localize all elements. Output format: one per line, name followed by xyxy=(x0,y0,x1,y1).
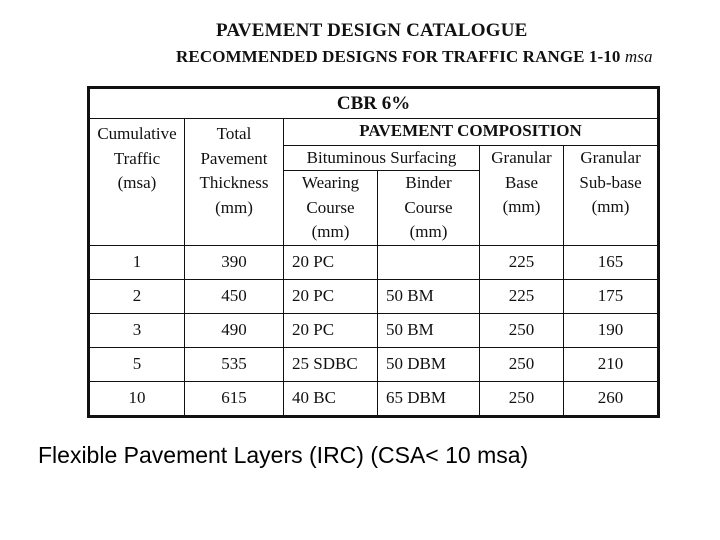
base-cell: 250 xyxy=(480,313,564,347)
subtitle-unit: msa xyxy=(624,47,653,66)
traffic-cell: 3 xyxy=(89,313,185,347)
header-line: Pavement xyxy=(200,148,268,168)
granular-base-header xyxy=(480,146,564,246)
header-line: (msa) xyxy=(117,173,157,192)
bituminous-surfacing-header: Bituminous Surfacing xyxy=(284,146,480,171)
subbase-cell: 260 xyxy=(564,381,659,416)
header-line: Granular xyxy=(491,148,552,167)
header-line: Base xyxy=(504,172,539,192)
subbase-cell: 175 xyxy=(564,279,659,313)
subtitle-text: RECOMMENDED DESIGNS FOR TRAFFIC RANGE 1-10 xyxy=(176,47,621,66)
catalogue-subtitle xyxy=(176,47,653,67)
total-thickness-header xyxy=(185,119,284,246)
granular-subbase-header xyxy=(564,146,659,246)
pavement-composition-header: PAVEMENT COMPOSITION xyxy=(284,119,659,146)
binder-course-header xyxy=(378,171,480,246)
thickness-cell: 535 xyxy=(185,347,284,381)
subbase-cell: 210 xyxy=(564,347,659,381)
wearing-cell: 20 PC xyxy=(284,279,378,313)
thickness-cell: 390 xyxy=(185,245,284,279)
header-line: (mm) xyxy=(591,197,630,216)
traffic-cell: 5 xyxy=(89,347,185,381)
traffic-cell: 2 xyxy=(89,279,185,313)
table-row xyxy=(89,347,659,381)
slide-caption: Flexible Pavement Layers (IRC) (CSA< 10 msa) xyxy=(38,442,529,468)
header-line: Binder xyxy=(405,173,452,192)
binder-cell: 50 BM xyxy=(378,279,480,313)
subbase-cell: 165 xyxy=(564,245,659,279)
header-line: Granular xyxy=(580,148,641,167)
binder-cell xyxy=(378,245,480,279)
header-line: Wearing xyxy=(301,173,360,192)
thickness-cell: 450 xyxy=(185,279,284,313)
table-row xyxy=(89,245,659,279)
header-line: (mm) xyxy=(409,222,448,241)
base-cell: 225 xyxy=(480,279,564,313)
header-line: (mm) xyxy=(215,197,253,217)
composition-header-row xyxy=(89,119,659,146)
table-row xyxy=(89,313,659,347)
header-line: Sub-base xyxy=(579,172,642,192)
header-line: Total xyxy=(216,124,252,143)
table-row xyxy=(89,381,659,416)
wearing-cell: 40 BC xyxy=(284,381,378,416)
header-line: Traffic xyxy=(113,148,161,168)
header-line: Thickness xyxy=(199,173,269,192)
traffic-cell: 1 xyxy=(89,245,185,279)
cumulative-traffic-header xyxy=(89,119,185,246)
pavement-design-table xyxy=(87,86,660,418)
header-line: (mm) xyxy=(311,222,350,241)
header-line: (mm) xyxy=(502,197,541,216)
thickness-cell: 615 xyxy=(185,381,284,416)
table-row xyxy=(89,279,659,313)
header-line: Cumulative xyxy=(97,124,177,143)
binder-cell: 50 DBM xyxy=(378,347,480,381)
cbr-header-row xyxy=(89,88,659,119)
traffic-cell: 10 xyxy=(89,381,185,416)
wearing-cell: 20 PC xyxy=(284,245,378,279)
wearing-cell: 20 PC xyxy=(284,313,378,347)
wearing-cell: 25 SDBC xyxy=(284,347,378,381)
header-line: Course xyxy=(306,197,355,217)
base-cell: 250 xyxy=(480,381,564,416)
base-cell: 225 xyxy=(480,245,564,279)
wearing-course-header xyxy=(284,171,378,246)
binder-cell: 65 DBM xyxy=(378,381,480,416)
catalogue-title: PAVEMENT DESIGN CATALOGUE xyxy=(216,20,528,41)
binder-cell: 50 BM xyxy=(378,313,480,347)
header-line: Course xyxy=(404,197,453,217)
thickness-cell: 490 xyxy=(185,313,284,347)
cbr-header: CBR 6% xyxy=(89,88,659,119)
base-cell: 250 xyxy=(480,347,564,381)
subbase-cell: 190 xyxy=(564,313,659,347)
